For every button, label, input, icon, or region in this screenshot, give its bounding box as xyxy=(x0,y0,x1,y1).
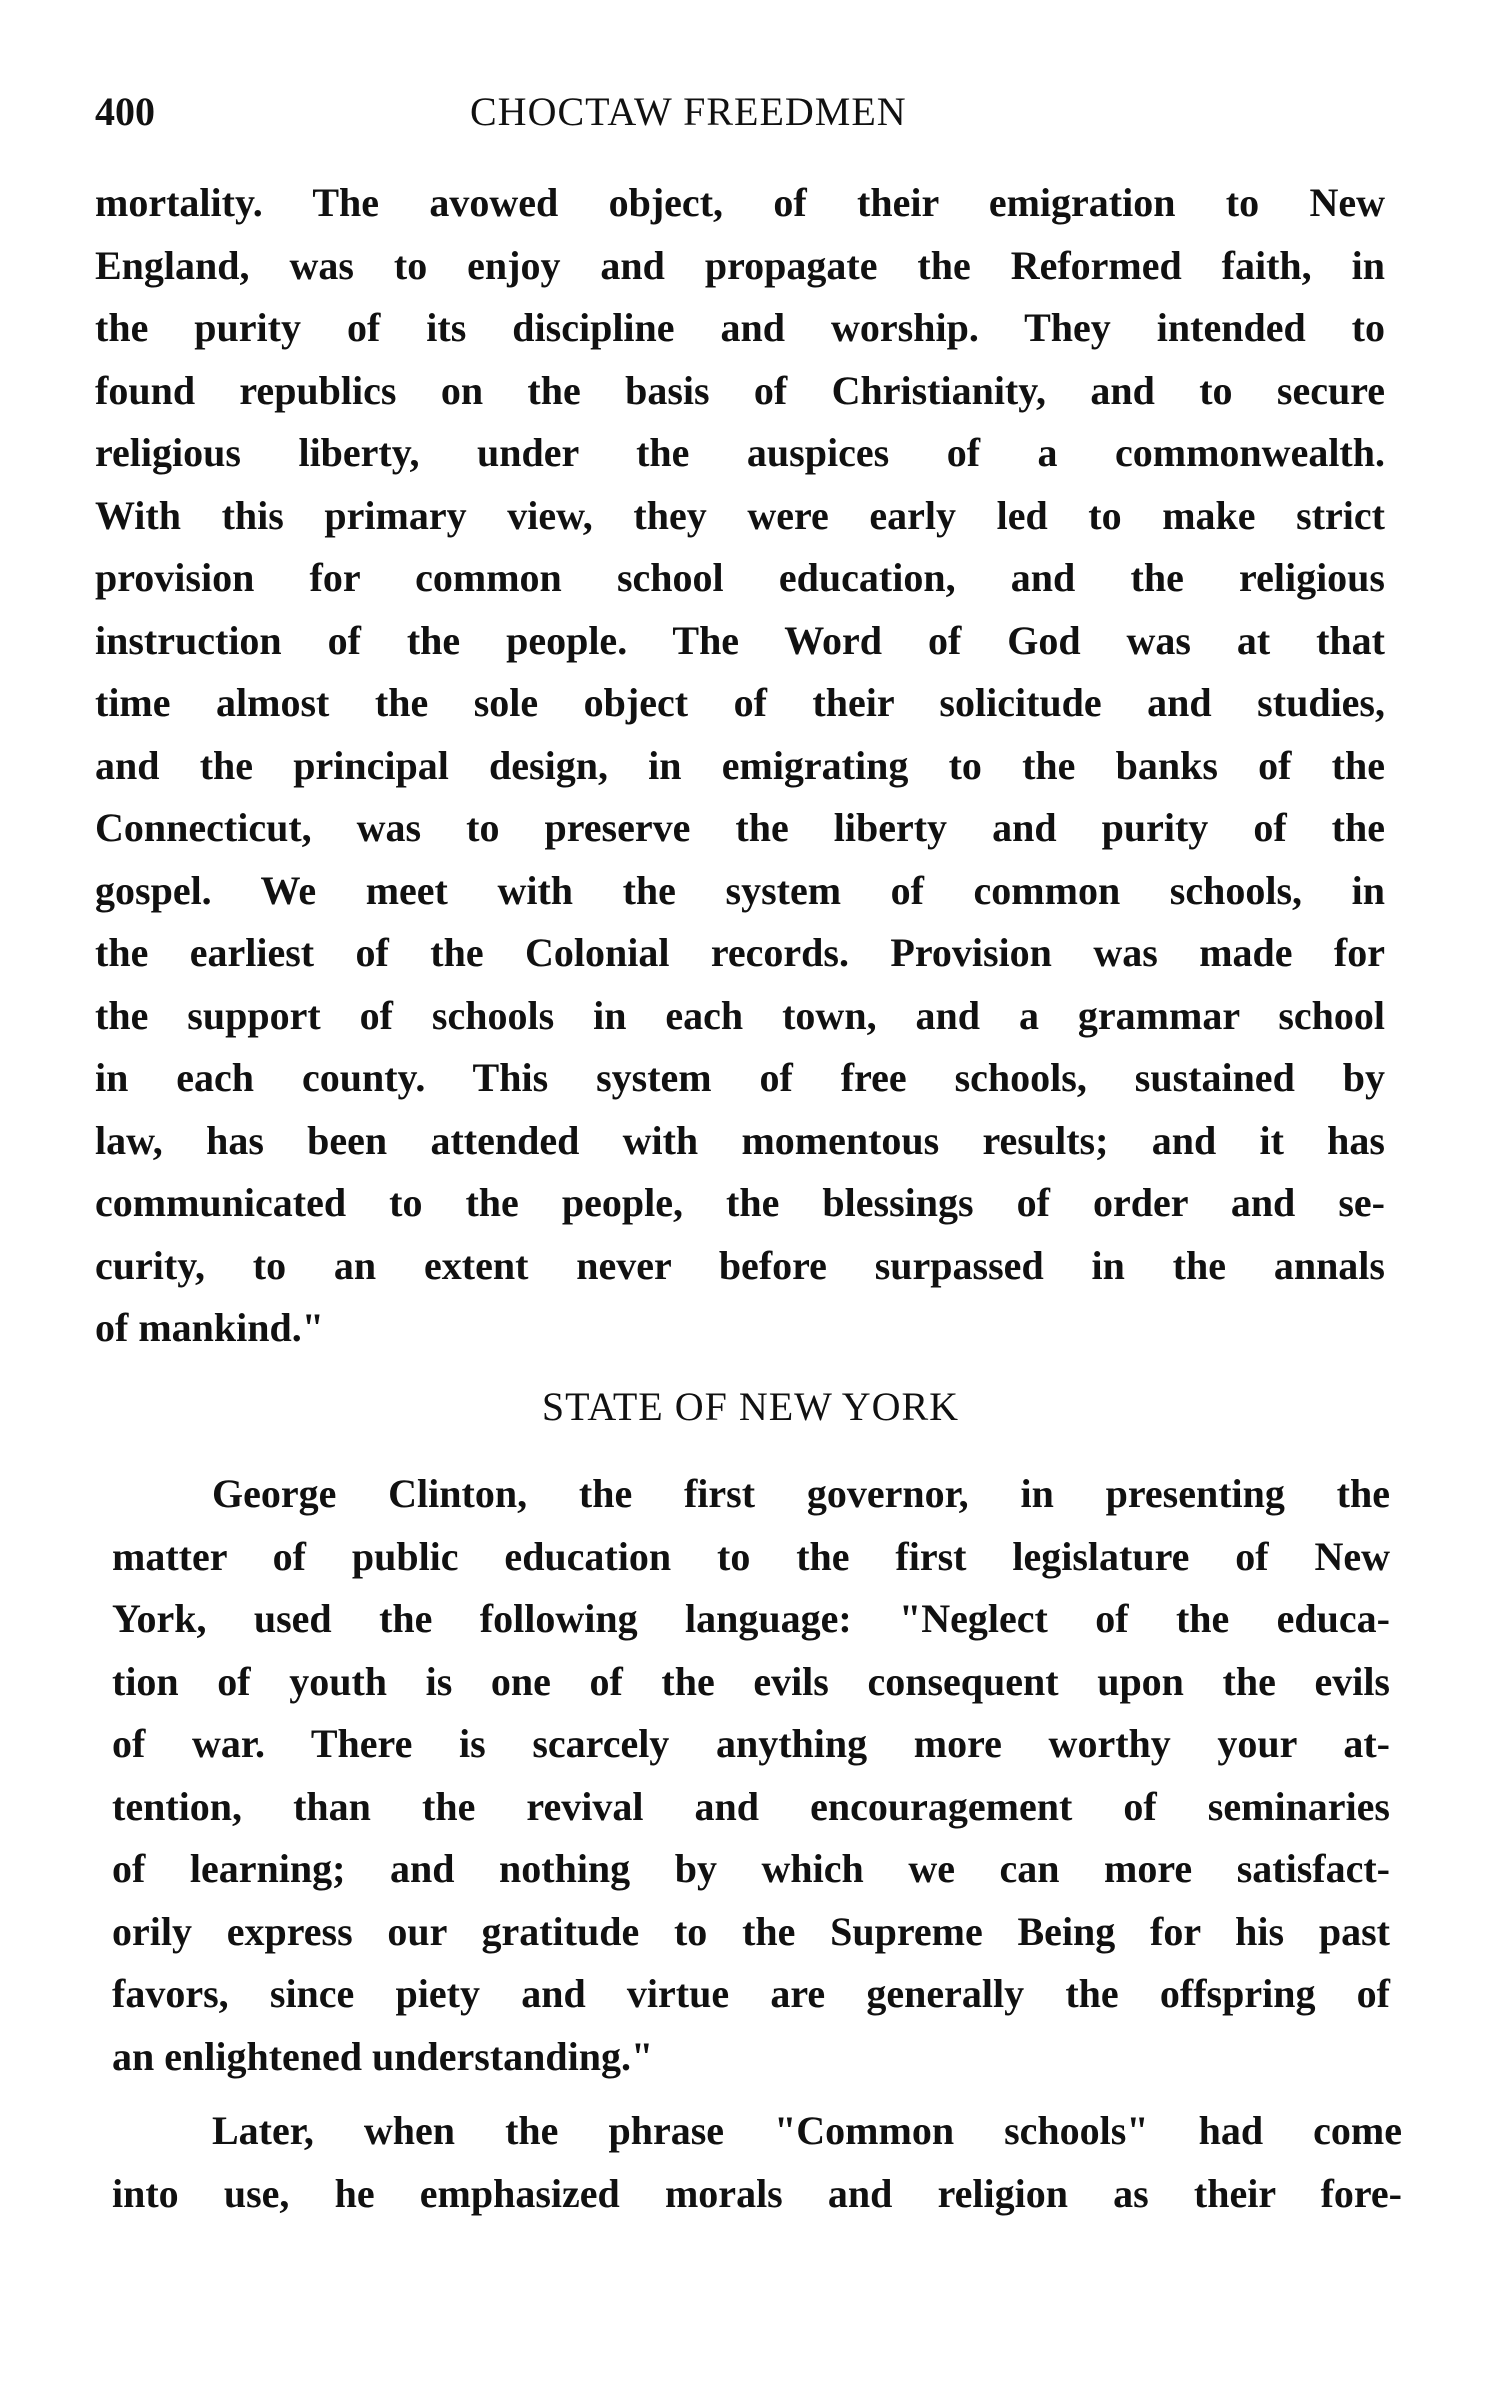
text-line: the earliest of the Colonial records. Provision was made for xyxy=(95,930,1385,975)
text-line: instruction of the people. The Word of God was at that xyxy=(95,617,1385,663)
text-line: orily express our gratitude to the Supreme Being for his past xyxy=(112,1908,1390,1954)
text-line: gospel. We meet with the system of common schools, in xyxy=(95,867,1385,913)
text-line: the support of schools in each town, and a grammar school xyxy=(95,992,1385,1038)
text-line: favors, since piety and virtue are generally the offspring of xyxy=(112,1971,1390,2016)
text-line: provision for common school education, and the religious xyxy=(95,555,1385,600)
text-line: Connecticut, was to preserve the liberty and purity of the xyxy=(95,805,1385,850)
text-line: York, used the following language: "Neglect of the educa- xyxy=(112,1596,1390,1641)
paragraph-3 xyxy=(112,2100,1402,2225)
text-line: in each county. This system of free schools, sustained by xyxy=(95,1055,1385,1100)
section-heading: STATE OF NEW YORK xyxy=(541,1384,960,1429)
text-line: communicated to the people, the blessings of order and se- xyxy=(95,1180,1385,1225)
text-line: of mankind." xyxy=(95,1305,324,1350)
running-header xyxy=(95,88,1005,138)
running-title: CHOCTAW FREEDMEN xyxy=(470,89,907,134)
text-line: With this primary view, they were early led to make strict xyxy=(95,492,1385,538)
text-line: found republics on the basis of Christianity, and to secure xyxy=(95,367,1385,413)
text-line: time almost the sole object of their solicitude and studies, xyxy=(95,680,1385,725)
text-line: England, was to enjoy and propagate the Reformed faith, in xyxy=(95,242,1385,288)
text-line: of war. There is scarcely anything more worthy your at- xyxy=(112,1721,1390,1766)
text-line: law, has been attended with momentous results; and it has xyxy=(95,1117,1385,1163)
paragraph-2 xyxy=(112,1463,1390,2088)
text-line: George Clinton, the first governor, in presenting the xyxy=(212,1471,1390,1516)
text-line: curity, to an extent never before surpassed in the annals xyxy=(95,1242,1385,1288)
page-number: 400 xyxy=(95,89,155,134)
paragraph-1 xyxy=(95,172,1385,1360)
text-line: tion of youth is one of the evils consequent upon the evils xyxy=(112,1658,1390,1704)
text-line: religious liberty, under the auspices of a commonwealth. xyxy=(95,430,1385,475)
text-line: mortality. The avowed object, of their emigration to New xyxy=(95,180,1385,225)
text-line: an enlightened understanding." xyxy=(112,2033,654,2079)
text-line: of learning; and nothing by which we can more satisfact- xyxy=(112,1846,1390,1891)
text-line: into use, he emphasized morals and religion as their fore- xyxy=(112,2170,1402,2216)
text-line: Later, when the phrase "Common schools" had come xyxy=(212,2108,1402,2153)
text-line: tention, than the revival and encouragement of seminaries xyxy=(112,1783,1390,1829)
text-line: and the principal design, in emigrating to the banks of the xyxy=(95,742,1385,788)
text-line: the purity of its discipline and worship. They intended to xyxy=(95,305,1385,350)
text-line: matter of public education to the first legislature of New xyxy=(112,1533,1390,1579)
